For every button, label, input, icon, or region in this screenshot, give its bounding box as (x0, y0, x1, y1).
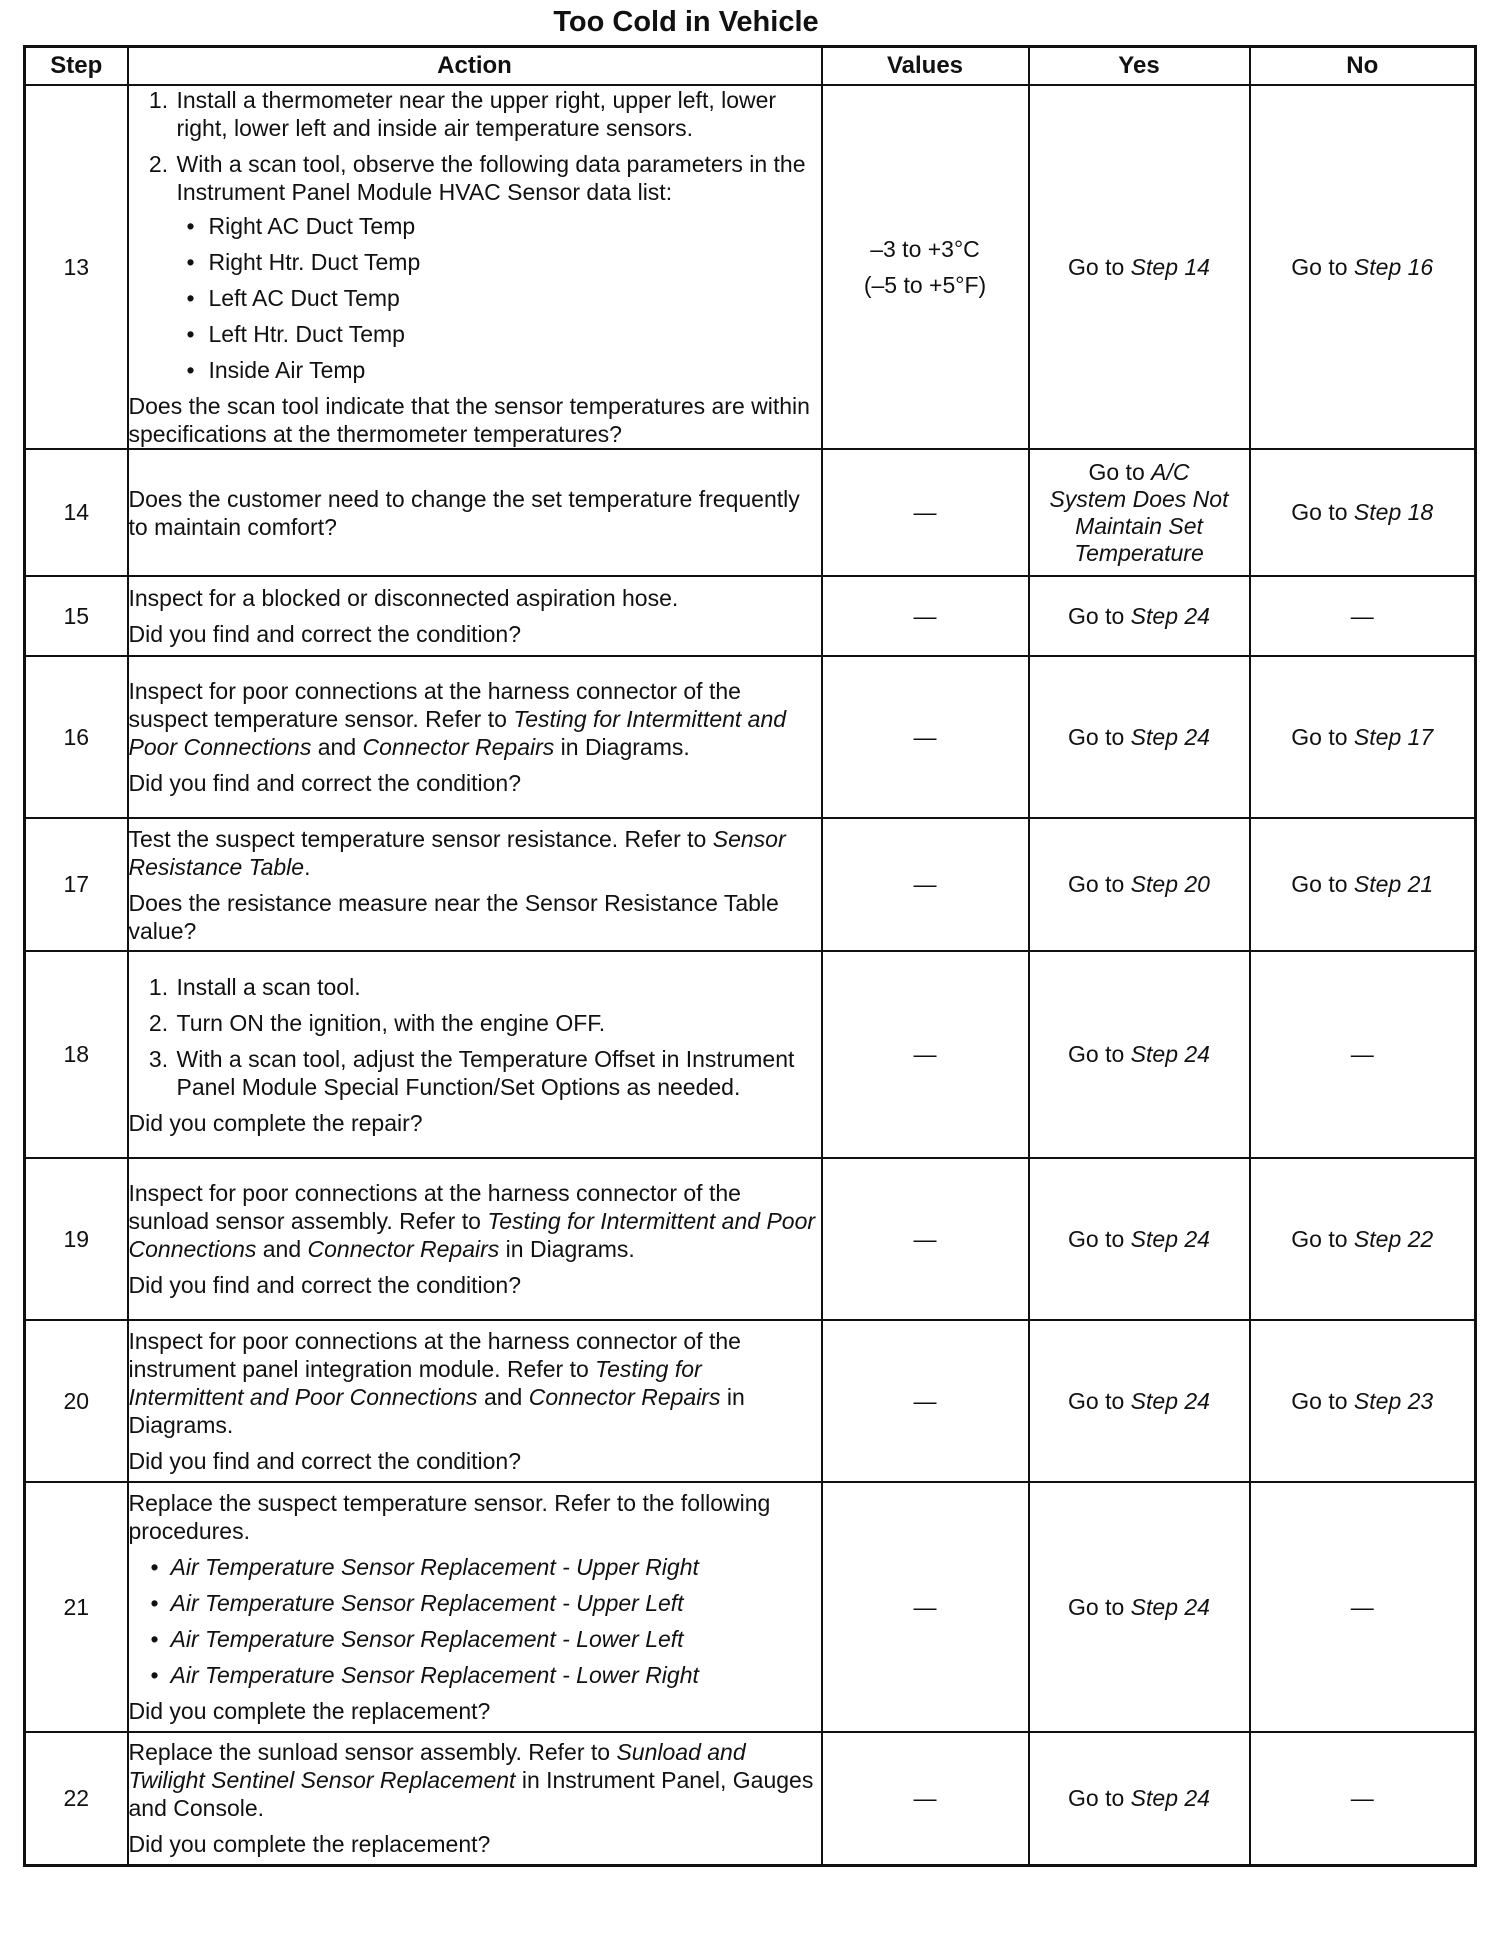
value-celsius: –3 to +3°C (870, 236, 980, 262)
no-cell: — (1250, 1482, 1476, 1732)
goto-link[interactable] (1291, 1388, 1433, 1414)
action-cell (128, 576, 822, 656)
instruction-text: With a scan tool, observe the following data parameters in the Instrument Panel Module HVAC Sensor data list: (176, 151, 806, 205)
instruction-text-part: Test the suspect temperature sensor resistance. Refer to (128, 825, 707, 852)
goto-label: Go to (1068, 1784, 1125, 1811)
reference-link[interactable]: Air Temperature Sensor Replacement - Upper Right (170, 1554, 699, 1580)
yes-cell (1029, 1320, 1250, 1482)
table-row (25, 576, 1476, 656)
list-item: • Left AC Duct Temp (207, 284, 821, 312)
action-cell (128, 1320, 822, 1482)
values-cell: — (822, 951, 1029, 1158)
instruction-item (175, 150, 821, 384)
instruction-text (129, 1738, 821, 1822)
step-word: Step (1130, 1225, 1178, 1252)
step-word: Step (1130, 1593, 1178, 1620)
action-cell (128, 656, 822, 818)
question-text: Did you complete the replacement? (128, 1831, 491, 1858)
goto-link[interactable] (1068, 1388, 1210, 1414)
instruction-item: 3. With a scan tool, adjust the Temperature Offset in Instrument Panel Module Special Function/Set Options as needed. (175, 1045, 821, 1101)
no-cell: — (1250, 951, 1476, 1158)
step-number: 14 (25, 449, 128, 576)
instruction-list (129, 973, 821, 1101)
reference-link[interactable]: Testing for Intermittent and Poor Connections (128, 706, 787, 760)
step-number: 17 (25, 818, 128, 951)
goto-label: Go to (1068, 1593, 1125, 1620)
values-cell: — (822, 1158, 1029, 1320)
question-text: Did you find and correct the condition? (128, 621, 522, 647)
step-word: Step (1130, 723, 1178, 750)
instruction-text-part: in Diagrams. (128, 1384, 745, 1438)
goto-label: Go to (1068, 1041, 1125, 1067)
table-row (25, 1732, 1476, 1865)
table-row (25, 449, 1476, 576)
target-step: 24 (1184, 1225, 1210, 1252)
target-text: Temperature (1074, 539, 1204, 566)
no-cell (1250, 656, 1476, 818)
list-item: • Right AC Duct Temp (207, 212, 821, 240)
conjunction: and (317, 734, 357, 760)
reference-link[interactable]: Connector Repairs (307, 1236, 500, 1262)
goto-label: Go to (1291, 1387, 1348, 1414)
no-cell (1250, 1320, 1476, 1482)
target-step: 24 (1184, 1387, 1210, 1414)
no-cell: — (1250, 1732, 1476, 1865)
reference-link[interactable]: Sunload and Twilight Sentinel Sensor Replacement (128, 1739, 746, 1794)
yes-cell (1029, 1732, 1250, 1865)
no-cell (1250, 449, 1476, 576)
table-row (25, 1482, 1476, 1732)
step-word: Step (1353, 1387, 1402, 1414)
step-word: Step (1353, 723, 1402, 750)
step-number: 19 (25, 1158, 128, 1320)
action-cell (128, 449, 822, 576)
yes-cell (1029, 1158, 1250, 1320)
step-number: 15 (25, 576, 128, 656)
target-text: System Does Not (1049, 485, 1229, 512)
target-step: 17 (1407, 723, 1434, 750)
table-row (25, 951, 1476, 1158)
goto-label: Go to (1088, 458, 1145, 485)
step-number: 13 (25, 85, 128, 449)
instruction-text (129, 677, 821, 761)
action-cell (128, 818, 822, 951)
list-item[interactable] (171, 1589, 821, 1617)
target-text: Maintain Set (1075, 512, 1203, 539)
instruction-text-part: in Instrument Panel, Gauges and Console. (128, 1767, 814, 1822)
yes-cell (1029, 85, 1250, 449)
goto-link[interactable] (1291, 499, 1433, 525)
target-step: 23 (1407, 1387, 1434, 1414)
header-row (25, 47, 1476, 86)
instruction-text: Test the suspect temperature sensor resistance. Refer to Sensor Resistance Table. (128, 825, 786, 880)
goto-label: Go to (1068, 602, 1125, 629)
conjunction: and (262, 1236, 302, 1262)
reference-link[interactable]: Connector Repairs (362, 734, 555, 760)
list-item[interactable] (171, 1625, 821, 1653)
question-text: Did you find and correct the condition? (128, 770, 522, 796)
goto-link[interactable] (1050, 459, 1229, 567)
instruction-text (129, 1179, 821, 1263)
table-row (25, 818, 1476, 951)
values-cell: — (822, 1732, 1029, 1865)
instruction-text: Replace the suspect temperature sensor. Refer to the following procedures. (128, 1490, 771, 1544)
instruction-text: Inspect for a blocked or disconnected aspiration hose. (128, 585, 679, 611)
target-step: 22 (1407, 1225, 1434, 1252)
goto-link[interactable] (1291, 871, 1433, 897)
table-row (25, 656, 1476, 818)
instruction-text-part: Inspect for poor connections at the harness connector of the instrument panel integration module. Refer to (128, 1328, 741, 1382)
step-word: Step (1130, 1387, 1178, 1414)
goto-label: Go to (1291, 499, 1348, 525)
list-item: • Right Htr. Duct Temp (207, 248, 821, 276)
target-step: 24 (1184, 602, 1210, 629)
reference-link[interactable]: Air Temperature Sensor Replacement - Lower Right (170, 1662, 699, 1688)
step-word: Step (1353, 499, 1402, 525)
values-cell: — (822, 1482, 1029, 1732)
no-cell (1250, 1158, 1476, 1320)
no-cell: — (1250, 576, 1476, 656)
goto-label: Go to (1291, 871, 1348, 897)
procedure-list (129, 1553, 821, 1689)
goto-label: Go to (1291, 723, 1348, 750)
goto-link[interactable] (1291, 1226, 1433, 1252)
reference-link[interactable]: Air Temperature Sensor Replacement - Lower Left (170, 1626, 684, 1652)
values-cell: — (822, 818, 1029, 951)
yes-cell (1029, 951, 1250, 1158)
goto-link[interactable] (1068, 724, 1210, 750)
values-cell: — (822, 656, 1029, 818)
values-cell: — (822, 449, 1029, 576)
action-cell (128, 951, 822, 1158)
yes-cell (1029, 656, 1250, 818)
header-values: Values (822, 47, 1029, 86)
target-text: A/C (1151, 458, 1190, 485)
goto-link[interactable] (1291, 254, 1433, 280)
step-word: Step (1130, 602, 1178, 629)
goto-link[interactable] (1068, 254, 1210, 280)
step-number: 20 (25, 1320, 128, 1482)
reference-link[interactable]: Sensor Resistance Table (128, 825, 786, 880)
question-text: Did you complete the repair? (128, 1109, 423, 1136)
table-row (25, 1158, 1476, 1320)
header-yes: Yes (1029, 47, 1250, 86)
target-step: 24 (1184, 1041, 1210, 1067)
target-step: 18 (1407, 499, 1434, 525)
values-cell (822, 85, 1029, 449)
reference-link[interactable]: Testing for Intermittent and Poor Connections (128, 1356, 702, 1410)
goto-label: Go to (1068, 1387, 1125, 1414)
yes-cell (1029, 449, 1250, 576)
target-step: 24 (1184, 723, 1210, 750)
target-step: 16 (1407, 253, 1434, 280)
question-text: Does the scan tool indicate that the sensor temperatures are within specifications at the thermometer temperatures? (128, 393, 810, 447)
list-item: • Left Htr. Duct Temp (207, 320, 821, 348)
goto-label: Go to (1068, 1225, 1125, 1252)
instruction-text-part: Inspect for poor connections at the harness connector of the suspect temperature sensor. Refer to (128, 678, 741, 732)
question-text: Did you find and correct the condition? (128, 1448, 522, 1474)
instruction-item: 1. Install a scan tool. (175, 973, 821, 1001)
value-fahrenheit: (–5 to +5°F) (863, 272, 987, 298)
goto-link[interactable] (1068, 1226, 1210, 1252)
action-cell (128, 1158, 822, 1320)
instruction-text-part: in Diagrams. (560, 734, 690, 760)
goto-label: Go to (1291, 253, 1348, 280)
table-row (25, 1320, 1476, 1482)
reference-link[interactable]: Testing for Intermittent and Poor Connections (128, 1208, 816, 1262)
step-number: 22 (25, 1732, 128, 1865)
step-number: 18 (25, 951, 128, 1158)
goto-label: Go to (1068, 253, 1125, 280)
question-text: Does the customer need to change the set temperature frequently to maintain comfort? (128, 485, 800, 540)
step-number: 21 (25, 1482, 128, 1732)
table-row (25, 85, 1476, 449)
step-word: Step (1353, 253, 1402, 280)
action-cell (128, 85, 822, 449)
yes-cell (1029, 818, 1250, 951)
header-step: Step (25, 47, 128, 86)
diagnostic-table (23, 45, 1477, 1867)
goto-link[interactable] (1068, 1594, 1210, 1620)
goto-link[interactable] (1068, 1785, 1210, 1811)
step-word: Step (1130, 1784, 1178, 1811)
question-text: Does the resistance measure near the Sensor Resistance Table value? (128, 889, 779, 944)
target-step: 14 (1184, 253, 1210, 280)
values-cell: — (822, 1320, 1029, 1482)
reference-link[interactable]: Air Temperature Sensor Replacement - Upper Left (170, 1590, 684, 1616)
target-step: 20 (1184, 871, 1210, 897)
instruction-list (129, 86, 821, 384)
step-word: Step (1130, 871, 1178, 897)
goto-label: Go to (1068, 723, 1125, 750)
no-cell (1250, 85, 1476, 449)
yes-cell (1029, 1482, 1250, 1732)
goto-link[interactable] (1068, 871, 1210, 897)
question-text: Did you complete the replacement? (128, 1698, 491, 1724)
step-word: Step (1353, 1225, 1402, 1252)
instruction-item: 2. Turn ON the ignition, with the engine OFF. (175, 1009, 821, 1037)
list-item[interactable] (171, 1661, 821, 1689)
action-cell (128, 1732, 822, 1865)
target-step: 21 (1407, 871, 1434, 897)
parameter-list (177, 212, 821, 384)
step-word: Step (1130, 1041, 1178, 1067)
instruction-item: 1. Install a thermometer near the upper right, upper left, lower right, lower left and inside air temperature sensors. (175, 86, 821, 142)
goto-link[interactable] (1068, 603, 1210, 629)
values-cell: — (822, 576, 1029, 656)
target-step: 24 (1184, 1784, 1210, 1811)
list-item[interactable] (171, 1553, 821, 1581)
action-cell (128, 1482, 822, 1732)
no-cell (1250, 818, 1476, 951)
instruction-text-part: Replace the sunload sensor assembly. Refer to (128, 1739, 611, 1766)
list-item: • Inside Air Temp (207, 356, 821, 384)
header-action: Action (128, 47, 822, 86)
conjunction: and (483, 1384, 523, 1410)
instruction-text-part: Inspect for poor connections at the harness connector of the sunload sensor assembly. Refer to (128, 1180, 741, 1234)
target-step: 24 (1184, 1593, 1210, 1620)
goto-link[interactable] (1068, 1041, 1210, 1067)
instruction-text (129, 1327, 821, 1439)
step-number: 16 (25, 656, 128, 818)
header-no: No (1250, 47, 1476, 86)
question-text: Did you find and correct the condition? (128, 1272, 522, 1298)
instruction-text-part: in Diagrams. (505, 1236, 635, 1262)
yes-cell (1029, 576, 1250, 656)
reference-link[interactable]: Connector Repairs (528, 1384, 721, 1410)
goto-link[interactable] (1291, 724, 1433, 750)
goto-label: Go to (1291, 1225, 1348, 1252)
goto-label: Go to (1068, 871, 1125, 897)
step-word: Step (1130, 253, 1178, 280)
step-word: Step (1353, 871, 1402, 897)
document-title: Too Cold in Vehicle (553, 6, 819, 38)
